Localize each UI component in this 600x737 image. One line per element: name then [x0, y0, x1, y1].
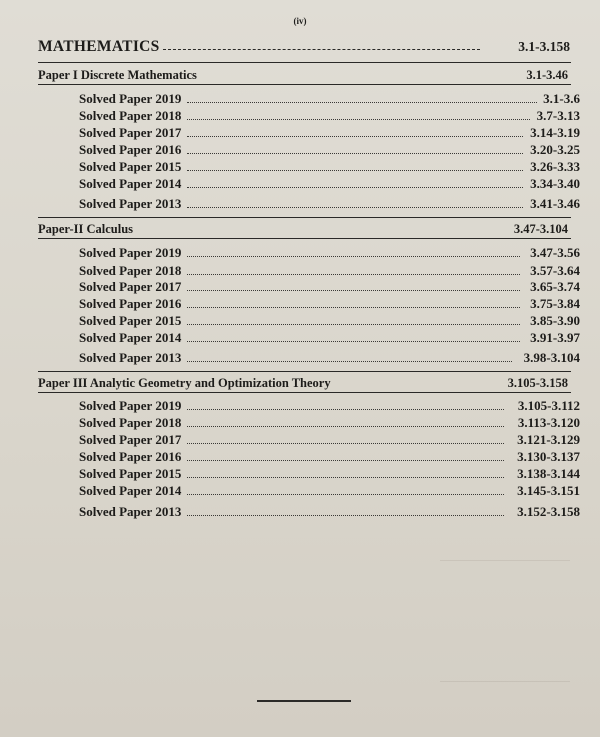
toc-entry-pages: 3.65-3.74: [530, 279, 580, 294]
dot-leader: [187, 153, 523, 154]
dot-leader: [187, 324, 520, 325]
toc-entry-label: Solved Paper 2018: [79, 415, 182, 430]
main-heading: [38, 38, 570, 60]
toc-entry-pages: 3.130-3.137: [517, 449, 580, 464]
toc-entry-pages: 3.7-3.13: [536, 108, 580, 123]
toc-entry-pages: 3.47-3.56: [530, 245, 580, 260]
toc-entry[interactable]: [79, 108, 580, 125]
toc-entry-label: Solved Paper 2013: [79, 350, 182, 365]
section-heading: [38, 374, 571, 392]
toc-entry-pages: 3.121-3.129: [517, 432, 580, 447]
toc-entry-pages: 3.1-3.6: [543, 91, 580, 106]
toc-entry-label: Solved Paper 2013: [79, 196, 182, 211]
toc-entry[interactable]: [79, 91, 580, 108]
toc-entry-label: Solved Paper 2018: [79, 108, 182, 123]
section-heading: [38, 66, 571, 84]
toc-entry[interactable]: [79, 398, 580, 415]
toc-entry-label: Solved Paper 2014: [79, 483, 182, 498]
toc-entry-pages: 3.138-3.144: [517, 466, 580, 481]
section-rule: [38, 84, 571, 85]
toc-entry[interactable]: [79, 313, 580, 330]
toc-entry[interactable]: [79, 296, 580, 313]
main-heading-title: MATHEMATICS: [38, 38, 160, 55]
section-rule: [38, 238, 571, 239]
section-title: Paper III Analytic Geometry and Optimization Theory: [38, 376, 331, 390]
page-folio: (iv): [293, 16, 307, 26]
toc-entry-pages: 3.57-3.64: [530, 263, 580, 278]
toc-entry[interactable]: [79, 263, 580, 280]
toc-entry-pages: 3.14-3.19: [530, 125, 580, 140]
dot-leader: [187, 256, 520, 257]
toc-entry[interactable]: [79, 432, 580, 449]
toc-entry[interactable]: [79, 483, 580, 500]
dot-leader: [187, 274, 520, 275]
toc-entry[interactable]: [79, 245, 580, 262]
dot-leader: [187, 361, 512, 362]
dot-leader: [187, 426, 504, 427]
dot-leader: [187, 170, 523, 171]
toc-entry[interactable]: [79, 449, 580, 466]
section-title: Paper-II Calculus: [38, 222, 134, 236]
dot-leader: [187, 443, 504, 444]
toc-entry-label: Solved Paper 2014: [79, 176, 182, 191]
dot-leader: [187, 290, 520, 291]
toc-entry-pages: 3.113-3.120: [517, 415, 580, 430]
dot-leader: [187, 187, 523, 188]
section-heading: [38, 220, 571, 238]
dot-leader: [187, 207, 523, 208]
toc-entry-label: Solved Paper 2019: [79, 245, 182, 260]
dot-leader: [187, 515, 504, 516]
toc-entry-pages: 3.34-3.40: [530, 176, 580, 191]
toc-entry[interactable]: [79, 466, 580, 483]
toc-entry-label: Solved Paper 2017: [79, 432, 182, 447]
dot-leader: [187, 460, 504, 461]
toc-entry-label: Solved Paper 2018: [79, 263, 182, 278]
toc-entry-pages: 3.75-3.84: [530, 296, 580, 311]
toc-entry[interactable]: [79, 415, 580, 432]
toc-entry-pages: 3.152-3.158: [517, 504, 580, 519]
toc-entry-label: Solved Paper 2015: [79, 159, 182, 174]
dot-leader: [187, 477, 504, 478]
toc-entry[interactable]: [79, 196, 580, 213]
dot-leader: [187, 307, 520, 308]
dot-leader: [187, 494, 504, 495]
toc-entry-pages: 3.91-3.97: [530, 330, 580, 345]
toc-entry[interactable]: [79, 350, 580, 367]
section-rule: [38, 371, 571, 372]
toc-entry-label: Solved Paper 2016: [79, 449, 182, 464]
section-title: Paper I Discrete Mathematics: [38, 68, 197, 82]
section-range: 3.47-3.104: [513, 222, 568, 236]
section-rule: [38, 392, 571, 393]
dot-leader: [187, 409, 504, 410]
section-range: 3.1-3.46: [526, 68, 568, 82]
dot-leader: [187, 119, 530, 120]
toc-entry[interactable]: [79, 504, 580, 521]
toc-entry-pages: 3.20-3.25: [530, 142, 580, 157]
toc-entry[interactable]: [79, 159, 580, 176]
toc-entry-label: Solved Paper 2014: [79, 330, 182, 345]
toc-entry-label: Solved Paper 2015: [79, 313, 182, 328]
toc-entry-label: Solved Paper 2015: [79, 466, 182, 481]
page-end-rule: [257, 700, 351, 702]
toc-entry-label: Solved Paper 2013: [79, 504, 182, 519]
toc-entry[interactable]: [79, 125, 580, 142]
toc-entry-pages: 3.41-3.46: [530, 196, 580, 211]
toc-entry[interactable]: [79, 330, 580, 347]
main-heading-rule: [38, 62, 571, 63]
toc-entry-label: Solved Paper 2019: [79, 91, 182, 106]
section-range: 3.105-3.158: [507, 376, 568, 390]
toc-entry-label: Solved Paper 2016: [79, 142, 182, 157]
toc-entry-label: Solved Paper 2016: [79, 296, 182, 311]
dot-leader: [187, 341, 520, 342]
toc-entry-pages: 3.145-3.151: [517, 483, 580, 498]
dot-leader: [187, 102, 537, 103]
toc-entry-label: Solved Paper 2019: [79, 398, 182, 413]
show-through-texture: [440, 560, 570, 682]
main-heading-leader: [163, 49, 480, 50]
toc-entry[interactable]: [79, 176, 580, 193]
toc-entry-pages: 3.98-3.104: [523, 350, 580, 365]
dot-leader: [187, 136, 523, 137]
toc-entry-pages: 3.26-3.33: [530, 159, 580, 174]
toc-entry-label: Solved Paper 2017: [79, 125, 182, 140]
main-heading-range: 3.1-3.158: [518, 39, 570, 54]
toc-entry-pages: 3.85-3.90: [530, 313, 580, 328]
toc-entry-label: Solved Paper 2017: [79, 279, 182, 294]
toc-entry-pages: 3.105-3.112: [517, 398, 580, 413]
toc-entry[interactable]: [79, 279, 580, 296]
section-rule: [38, 217, 571, 218]
toc-entry[interactable]: [79, 142, 580, 159]
